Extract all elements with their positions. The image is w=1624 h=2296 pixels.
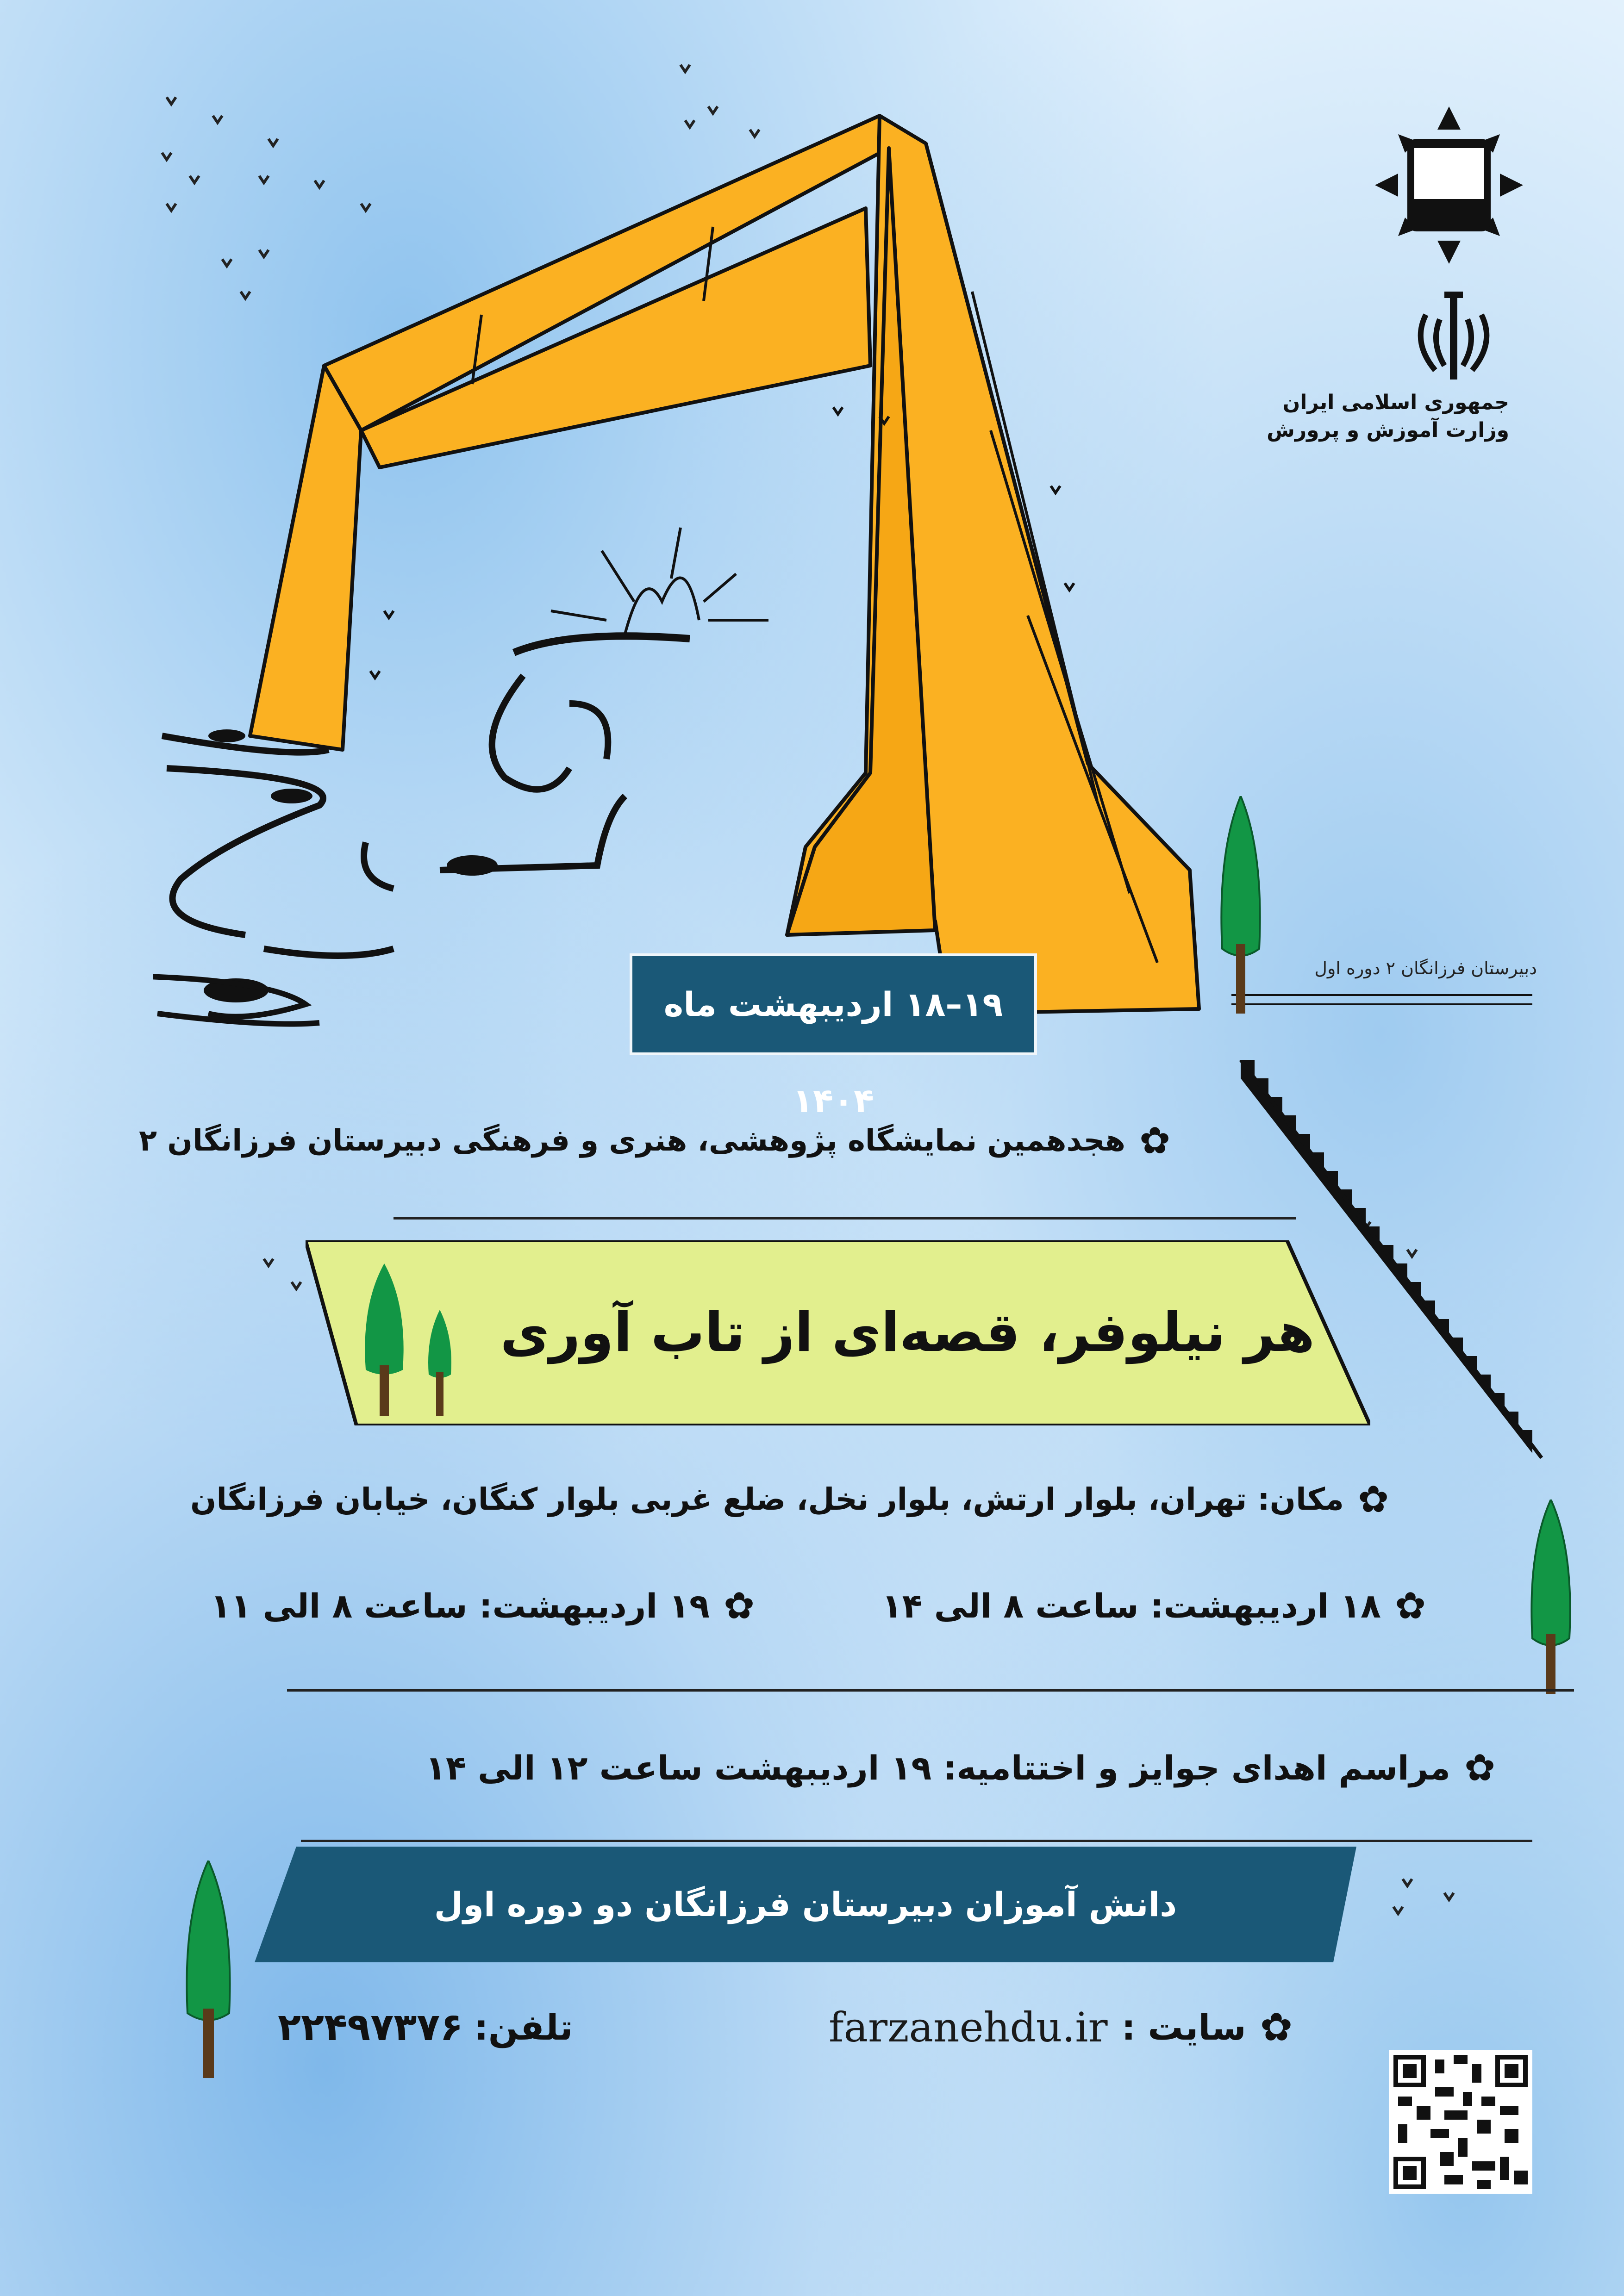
website-row: [829, 1995, 1329, 2060]
ministry-line1: جمهوری اسلامی ایران: [1282, 391, 1509, 414]
lotus-icon: ✿: [1260, 2004, 1293, 2050]
ceremony-text: مراسم اهدای جوایز و اختتامیه: ۱۹ اردیبهشت ساعت ۱۲ الی ۱۴: [425, 1748, 1450, 1787]
theme-banner-text: هر نیلوفر، قصه‌ای از تاب آوری: [500, 1301, 1315, 1364]
location-row: [93, 1472, 1389, 1527]
exhibition-title-row: [139, 1115, 1227, 1166]
iran-emblem-icon: [1407, 287, 1500, 384]
ministry-name: [1267, 389, 1509, 444]
lotus-icon: ✿: [723, 1584, 755, 1627]
schedule-day2-row: [139, 1578, 755, 1634]
ceremony-row: [417, 1740, 1495, 1796]
cypress-tree-icon: [1213, 796, 1268, 1014]
lotus-icon: ✿: [1464, 1746, 1495, 1789]
schedule-day1: ۱۸ اردیبهشت: ساعت ۸ الی ۱۴: [881, 1587, 1381, 1625]
organizers-banner-text: دانش آموزان دبیرستان فرزانگان دو دوره اول: [434, 1885, 1177, 1924]
lotus-icon: ✿: [1139, 1119, 1171, 1162]
location-text: مکان: تهران، بلوار ارتش، بلوار نخل، ضلع غربی بلوار کنگان، خیابان فرزانگان: [190, 1481, 1344, 1517]
schedule-day2: ۱۹ اردیبهشت: ساعت ۸ الی ۱۱: [210, 1587, 710, 1625]
cypress-tree-bottom-icon: [176, 1860, 241, 2078]
phone-number[interactable]: ۲۲۴۹۷۳۷۶: [278, 2005, 463, 2049]
cypress-tree-right-icon: [1523, 1500, 1579, 1694]
date-badge: [630, 953, 1037, 1120]
qr-code[interactable]: [1389, 2050, 1532, 2194]
phone-label: تلفن:: [474, 2006, 573, 2048]
lotus-icon: ✿: [1394, 1584, 1426, 1627]
schedule-day1-row: [833, 1578, 1426, 1634]
caption-line-2: [1231, 1003, 1532, 1005]
website-label: سایت :: [1121, 2006, 1246, 2048]
website-url[interactable]: farzanehdu.ir: [829, 2003, 1108, 2051]
caption-line: [1231, 994, 1532, 996]
birds-group-bottom-icon: [1384, 1870, 1477, 1930]
lotus-icon: ✿: [1357, 1478, 1389, 1521]
divider-line-1: [394, 1217, 1296, 1220]
school-caption: دبیرستان فرزانگان ۲ دوره اول: [1314, 958, 1537, 978]
school-seal-logo: [1370, 102, 1528, 268]
date-badge-text: ۱۹–۱۸ اردیبهشت ماه ۱۴۰۴: [663, 985, 1003, 1120]
divider-line-2: [287, 1689, 1574, 1692]
phone-row: [278, 1995, 648, 2060]
banner-trees-icon: [352, 1263, 472, 1416]
ministry-line2: وزارت آموزش و پرورش: [1267, 418, 1509, 442]
exhibition-title: هجدهمین نمایشگاه پژوهشی، هنری و فرهنگی دبیرستان فرزانگان ۲: [139, 1124, 1125, 1158]
divider-line-3: [301, 1840, 1532, 1842]
